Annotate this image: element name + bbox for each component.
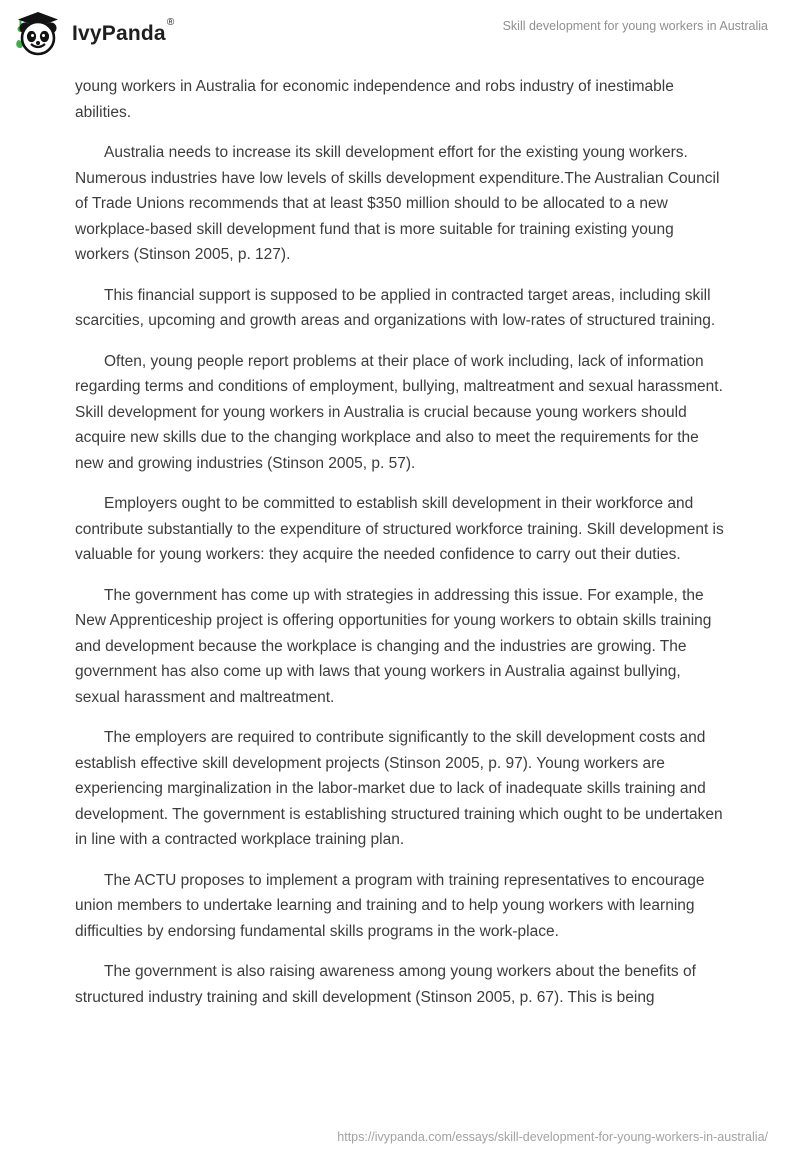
paragraph: The employers are required to contribute significantly to the skill development costs and establish effective skill development projects (Stinson 2005, p. 97). Young workers are experiencing marginalization in the labor-market due to lack of inadequate skills training and development. The government is establishing structured training which ought to be undertaken in line with a contracted workplace training plan. [75, 729, 723, 848]
essay-body [75, 74, 725, 1010]
registered-mark: ® [166, 17, 175, 28]
paragraph: The government has come up with strategies in addressing this issue. For example, the New Apprenticeship project is offering opportunities for young workers to obtain skills training and development because the workplace is changing and the industries are growing. The government has also come up with laws that young workers in Australia against bullying, sexual harassment and maltreatment. [75, 586, 712, 706]
ivypanda-logo[interactable] [14, 10, 173, 58]
page-header [0, 0, 800, 60]
paragraph: Employers ought to be committed to establish skill development in their workforce and contribute substantially to the expenditure of structured workforce training. Skill development is valuable for young workers: they acquire the needed confidence to carry out their duties. [75, 495, 724, 563]
paragraph: The ACTU proposes to implement a program with training representatives to encourage union members to undertake learning and training and to help young workers with learning difficulties by endorsing fundamental skills programs in the work-place. [75, 871, 705, 940]
document-header-title: Skill development for young workers in Australia [502, 19, 768, 33]
paragraph: Australia needs to increase its skill development effort for the existing young workers. Numerous industries have low levels of skills development expenditure.The Australian Council of Trade Unions recommends that at least $350 million should to be allocated to a new workplace-based skill development fund that is more suitable for training existing young workers (Stinson 2005, p. 127). [75, 144, 720, 263]
paragraph: Often, young people report problems at their place of work including, lack of information regarding terms and conditions of employment, bullying, maltreatment and sexual harassment. Skill development for young workers in Australia is crucial because young workers should acquire new skills due to the changing workplace and also to meet the requirements for the new and growing industries (Stinson 2005, p. 57). [75, 352, 723, 472]
brand-name: IvyPanda® [72, 17, 175, 45]
paragraph: young workers in Australia for economic independence and robs industry of inestimable abilities. [75, 78, 674, 121]
paragraph: This financial support is supposed to be applied in contracted target areas, including skill scarcities, upcoming and growth areas and organizations with low-rates of structured training. [75, 286, 716, 329]
ivypanda-panda-icon [14, 10, 62, 58]
paragraph: The government is also raising awareness among young workers about the benefits of structured industry training and skill development (Stinson 2005, p. 67). This is being [75, 963, 696, 1006]
footer-url: https://ivypanda.com/essays/skill-development-for-young-workers-in-australia/ [337, 1130, 768, 1144]
